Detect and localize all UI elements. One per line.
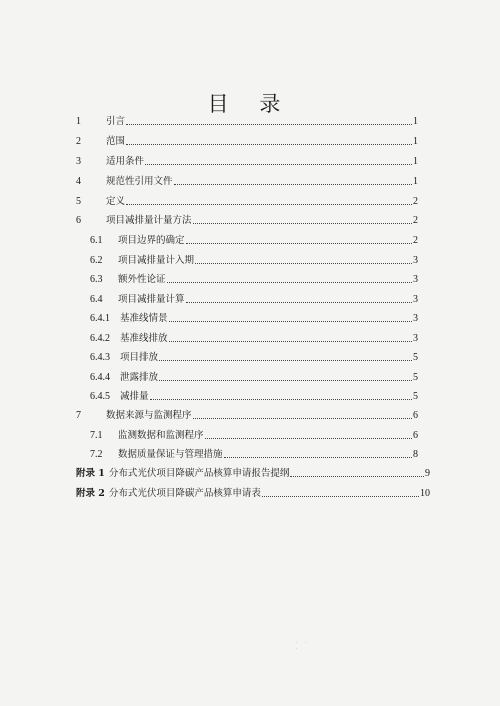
toc-leader-dots (193, 223, 412, 224)
toc-entry-number: 6.4.5 (90, 391, 110, 402)
toc-leader-dots (290, 476, 424, 477)
toc-entry[interactable] (90, 313, 418, 325)
toc-entry-number: 1 (76, 116, 81, 127)
toc-entry[interactable] (76, 156, 418, 168)
toc-entry-page: 9 (425, 468, 430, 479)
scan-speck: · · · (296, 640, 310, 652)
toc-entry-page: 5 (413, 352, 418, 363)
toc-leader-dots (174, 184, 412, 185)
toc-leader-dots (195, 263, 412, 264)
toc-entry-title: 基准线排放 (120, 333, 168, 344)
toc-leader-dots (186, 302, 412, 303)
toc-entry[interactable] (76, 410, 418, 422)
toc-entry-title: 减排量 (120, 391, 149, 402)
toc-entry[interactable] (90, 274, 418, 286)
toc-entry-page: 6 (413, 430, 418, 441)
toc-entry-page: 10 (420, 488, 430, 499)
toc-entry-page: 1 (413, 136, 418, 147)
toc-entry[interactable] (90, 372, 418, 384)
toc-entry-title: 定义 (106, 196, 126, 207)
toc-entry-number: 7.1 (90, 430, 103, 441)
toc-entry-page: 1 (413, 156, 418, 167)
toc-entry-title: 泄露排放 (120, 372, 159, 383)
page-title: 目 录 (207, 92, 293, 116)
toc-entry[interactable] (90, 430, 418, 442)
toc-entry-title: 数据质量保证与管理措施 (118, 449, 223, 460)
toc-entry-page: 1 (413, 176, 418, 187)
toc-entry-page: 2 (413, 196, 418, 207)
toc-entry-number: 6.4.2 (90, 333, 110, 344)
toc-appendix-entry[interactable] (76, 468, 430, 480)
toc-entry[interactable] (90, 333, 418, 345)
toc-entry-number: 6.4 (90, 294, 103, 305)
toc-entry-page: 1 (413, 116, 418, 127)
toc-entry-number: 6.4.4 (90, 372, 110, 383)
toc-leader-dots (167, 282, 412, 283)
toc-entry-title: 适用条件 (106, 156, 145, 167)
toc-entry[interactable] (90, 255, 418, 267)
toc-entry-number: 5 (76, 196, 81, 207)
toc-entry-page: 3 (413, 255, 418, 266)
toc-appendix-entry[interactable] (76, 488, 430, 500)
toc-entry[interactable] (90, 294, 418, 306)
toc-entry-number: 6.3 (90, 274, 103, 285)
toc-leader-dots (126, 144, 412, 145)
toc-entry-page: 6 (413, 410, 418, 421)
toc-entry-number: 7.2 (90, 449, 103, 460)
toc-entry-page: 2 (413, 215, 418, 226)
toc-entry-title: 分布式光伏项目降碳产品核算申请表 (108, 488, 261, 499)
toc-leader-dots (169, 321, 412, 322)
toc-entry-title: 项目边界的确定 (118, 235, 185, 246)
toc-entry-number: 6.4.3 (90, 352, 110, 363)
toc-leader-dots (126, 124, 412, 125)
toc-entry-title: 项目减排量计入期 (118, 255, 195, 266)
toc-leader-dots (262, 496, 419, 497)
toc-entry-page: 5 (413, 372, 418, 383)
toc-entry[interactable] (90, 391, 418, 403)
toc-entry[interactable] (76, 215, 418, 227)
toc-entry-number: 附录 2 (76, 488, 105, 499)
toc-entry[interactable] (76, 176, 418, 188)
toc-leader-dots (126, 204, 412, 205)
toc-entry-number: 6.1 (90, 235, 103, 246)
toc-entry-title: 引言 (106, 116, 126, 127)
toc-entry-page: 5 (413, 391, 418, 402)
toc-entry-title: 项目减排量计算 (118, 294, 185, 305)
toc-entry-page: 3 (413, 274, 418, 285)
toc-entry-page: 2 (413, 235, 418, 246)
toc-leader-dots (186, 243, 412, 244)
toc-entry-number: 6 (76, 215, 81, 226)
toc-entry[interactable] (76, 116, 418, 128)
toc-leader-dots (145, 164, 412, 165)
toc-entry-page: 3 (413, 313, 418, 324)
toc-entry-number: 4 (76, 176, 81, 187)
toc-leader-dots (159, 380, 412, 381)
toc-leader-dots (193, 418, 412, 419)
toc-entry[interactable] (76, 136, 418, 148)
toc-entry-title: 分布式光伏项目降碳产品核算申请报告提纲 (108, 468, 290, 479)
toc-entry-number: 7 (76, 410, 81, 421)
toc-leader-dots (224, 457, 412, 458)
toc-leader-dots (169, 341, 412, 342)
toc-entry[interactable] (76, 196, 418, 208)
toc-entry-title: 额外性论证 (118, 274, 166, 285)
toc-entry-title: 项目排放 (120, 352, 159, 363)
toc-leader-dots (159, 360, 412, 361)
toc-entry-page: 8 (413, 449, 418, 460)
toc-entry-number: 6.4.1 (90, 313, 110, 324)
toc-entry-title: 项目减排量计量方法 (106, 215, 192, 226)
toc-entry-title: 基准线情景 (120, 313, 168, 324)
toc-entry[interactable] (90, 235, 418, 247)
toc-entry-number: 3 (76, 156, 81, 167)
toc-leader-dots (150, 399, 412, 400)
toc-entry-number: 2 (76, 136, 81, 147)
toc-leader-dots (205, 438, 412, 439)
toc-entry[interactable] (90, 449, 418, 461)
toc-entry-title: 范围 (106, 136, 126, 147)
toc-entry-title: 规范性引用文件 (106, 176, 173, 187)
toc-entry[interactable] (90, 352, 418, 364)
toc-entry-page: 3 (413, 333, 418, 344)
toc-entry-title: 数据来源与监测程序 (106, 410, 192, 421)
toc-entry-number: 附录 1 (76, 468, 105, 479)
toc-entry-number: 6.2 (90, 255, 103, 266)
toc-entry-title: 监测数据和监测程序 (118, 430, 204, 441)
toc-entry-page: 3 (413, 294, 418, 305)
